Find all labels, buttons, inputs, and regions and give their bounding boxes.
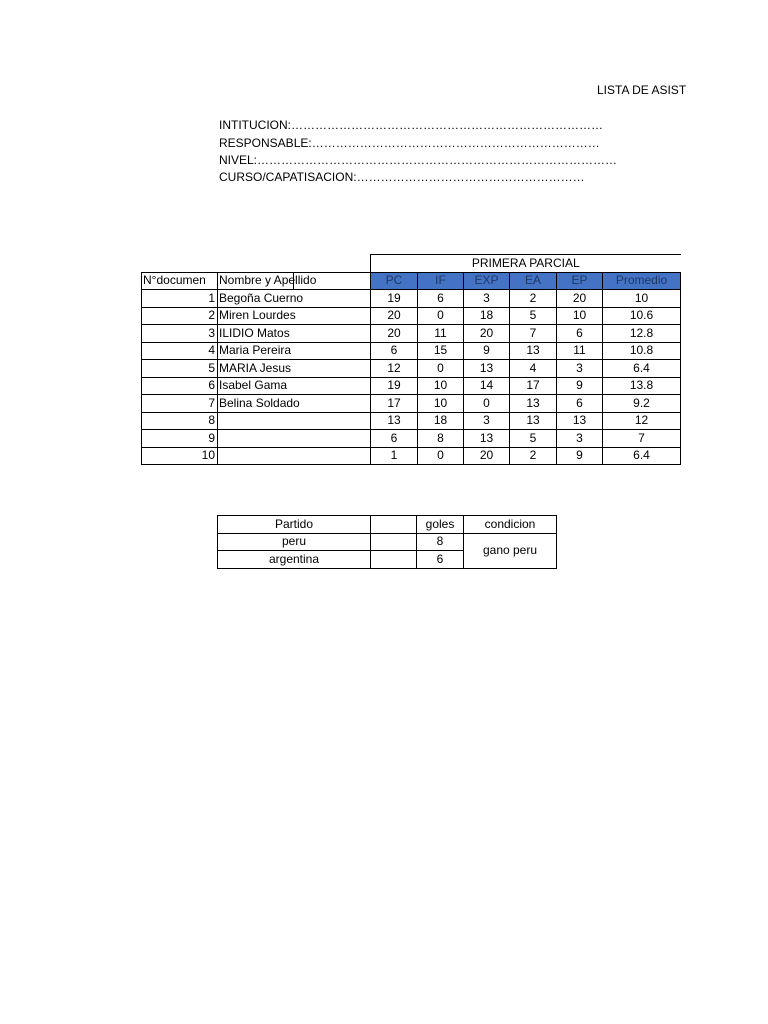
student-name-cell: MARIA Jesus [218,360,371,378]
exp-cell: 20 [464,325,510,343]
doc-number-cell: 6 [142,377,218,395]
group-header-row [142,255,681,273]
page-title: LISTA DE ASIST [597,83,687,97]
exp-cell: 14 [464,377,510,395]
doc-number-cell: 4 [142,342,218,360]
ep-cell: 6 [557,325,603,343]
table-row [142,447,681,465]
doc-number-cell: 5 [142,360,218,378]
exp-cell: 3 [464,412,510,430]
doc-number-cell: 10 [142,447,218,465]
doc-number-cell: 1 [142,290,218,308]
student-name-cell: ILIDIO Matos [218,325,371,343]
pc-cell: 6 [371,430,418,448]
table-row [142,395,681,413]
header-condicion: condicion [464,516,557,534]
header-if: IF [418,272,464,290]
table-row [142,342,681,360]
ea-cell: 2 [510,447,557,465]
table-row [142,307,681,325]
grades-table [141,254,681,465]
header-exp: EXP [464,272,510,290]
field-institucion: INTITUCION:…………………………………………………………………… [219,118,603,132]
ep-cell: 6 [557,395,603,413]
table-row [142,290,681,308]
ea-cell: 13 [510,395,557,413]
if-cell: 6 [418,290,464,308]
table-row [142,412,681,430]
match-table [217,515,557,569]
match-header-row [218,516,557,534]
promedio-cell: 6.4 [603,447,681,465]
student-name-cell: Belina Soldado [218,395,371,413]
doc-number-cell: 2 [142,307,218,325]
promedio-cell: 9.2 [603,395,681,413]
promedio-cell: 13.8 [603,377,681,395]
cell-divider [293,273,294,290]
promedio-cell: 12.8 [603,325,681,343]
exp-cell: 13 [464,360,510,378]
table-row [142,430,681,448]
exp-cell: 20 [464,447,510,465]
pc-cell: 19 [371,377,418,395]
pc-cell: 12 [371,360,418,378]
pc-cell: 1 [371,447,418,465]
team-cell: argentina [218,551,371,569]
header-ea: EA [510,272,557,290]
pc-cell: 13 [371,412,418,430]
exp-cell: 13 [464,430,510,448]
table-row [142,377,681,395]
ea-cell: 17 [510,377,557,395]
header-ep: EP [557,272,603,290]
student-name-cell [218,412,371,430]
column-header-row [142,272,681,290]
header-empty [371,516,417,534]
student-name-cell [218,430,371,448]
empty-cell [371,551,417,569]
field-curso: CURSO/CAPATISACION:………………………………………………… [219,170,585,184]
student-name-cell: Isabel Gama [218,377,371,395]
ep-cell: 3 [557,430,603,448]
table-row [142,325,681,343]
student-name-cell [218,447,371,465]
if-cell: 10 [418,395,464,413]
promedio-cell: 7 [603,430,681,448]
promedio-cell: 10.8 [603,342,681,360]
header-doc: N°documen [142,272,218,290]
ea-cell: 4 [510,360,557,378]
header-pc: PC [371,272,418,290]
table-row [142,360,681,378]
header-name-label: Nombre y Apellido [219,273,317,288]
doc-number-cell: 7 [142,395,218,413]
ep-cell: 3 [557,360,603,378]
student-name-cell: Maria Pereira [218,342,371,360]
pc-cell: 6 [371,342,418,360]
pc-cell: 20 [371,307,418,325]
ep-cell: 11 [557,342,603,360]
goals-cell: 8 [417,533,464,551]
if-cell: 18 [418,412,464,430]
ea-cell: 13 [510,412,557,430]
doc-number-cell: 8 [142,412,218,430]
ep-cell: 9 [557,447,603,465]
condicion-cell: gano peru [464,533,557,568]
field-nivel: NIVEL:……………………………………………………………………………… [219,153,618,167]
if-cell: 11 [418,325,464,343]
match-row [218,533,557,551]
ep-cell: 13 [557,412,603,430]
if-cell: 0 [418,307,464,325]
ep-cell: 9 [557,377,603,395]
pc-cell: 17 [371,395,418,413]
promedio-cell: 10.6 [603,307,681,325]
exp-cell: 18 [464,307,510,325]
if-cell: 0 [418,360,464,378]
header-name [218,272,371,290]
team-cell: peru [218,533,371,551]
ea-cell: 13 [510,342,557,360]
ep-cell: 20 [557,290,603,308]
header-goles: goles [417,516,464,534]
ea-cell: 7 [510,325,557,343]
ea-cell: 5 [510,430,557,448]
header-promedio: Promedio [603,272,681,290]
ep-cell: 10 [557,307,603,325]
promedio-cell: 10 [603,290,681,308]
field-responsable: RESPONSABLE:……………………………………………………………… [219,136,600,150]
doc-number-cell: 9 [142,430,218,448]
header-partido: Partido [218,516,371,534]
goals-cell: 6 [417,551,464,569]
promedio-cell: 12 [603,412,681,430]
ea-cell: 5 [510,307,557,325]
exp-cell: 3 [464,290,510,308]
empty-cell [371,533,417,551]
if-cell: 0 [418,447,464,465]
exp-cell: 9 [464,342,510,360]
exp-cell: 0 [464,395,510,413]
promedio-cell: 6.4 [603,360,681,378]
if-cell: 15 [418,342,464,360]
group-label: PRIMERA PARCIAL [371,255,681,273]
pc-cell: 20 [371,325,418,343]
doc-number-cell: 3 [142,325,218,343]
student-name-cell: Miren Lourdes [218,307,371,325]
if-cell: 10 [418,377,464,395]
if-cell: 8 [418,430,464,448]
ea-cell: 2 [510,290,557,308]
student-name-cell: Begoña Cuerno [218,290,371,308]
pc-cell: 19 [371,290,418,308]
